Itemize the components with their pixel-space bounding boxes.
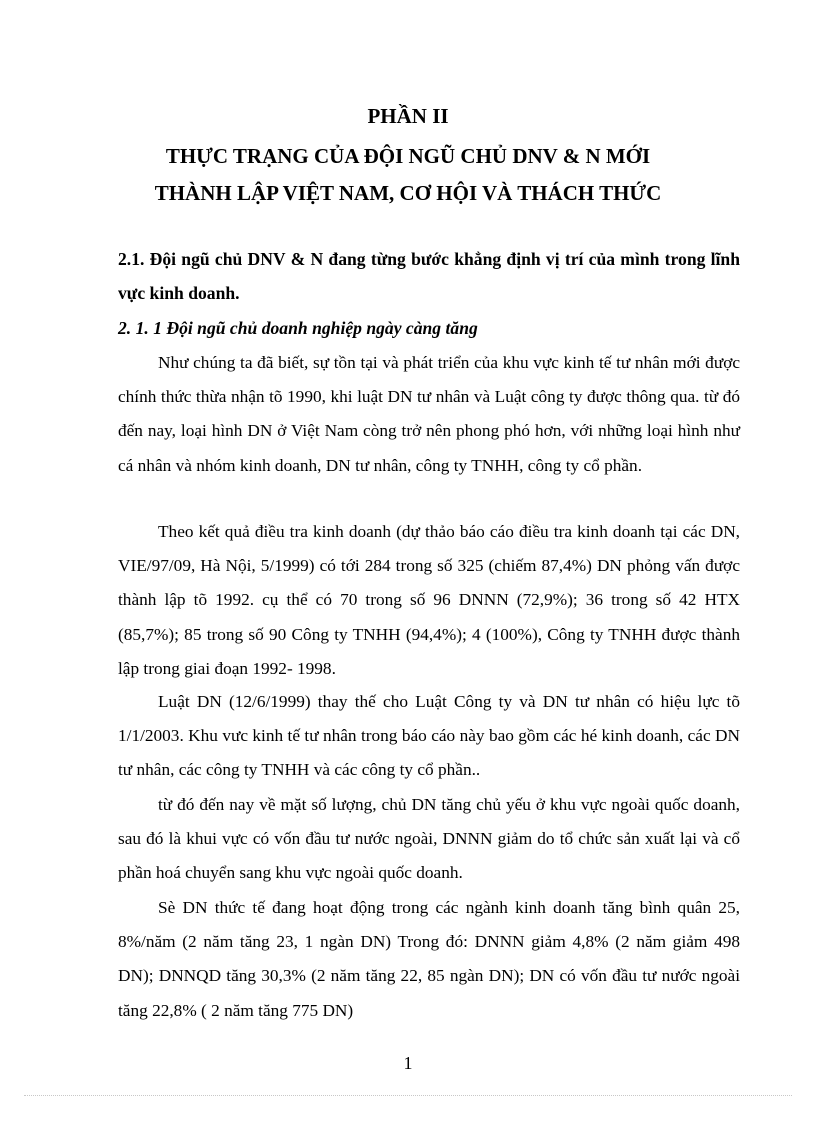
part-title: PHẦN II <box>367 104 449 128</box>
paragraph: Sè DN thức tế đang hoạt động trong các ngành kinh doanh tăng bình quân 25, 8%/năm (2 năm tăng 23, 1 ngàn DN) Trong đó: DNNN giảm 4,8% (2 năm giảm 498 DN); DNNQD tăng 30,3% (2 năm tăng 22, 85 ngàn DN); DN có vốn đầu tư nước ngoài tăng 22,8% ( 2 năm tăng 775 DN) <box>118 898 740 1020</box>
footer-divider <box>24 1095 792 1096</box>
title-line-1: THỰC TRẠNG CỦA ĐỘI NGŨ CHỦ DNV & N MỚI <box>165 144 651 168</box>
title-line-2: THÀNH LẬP VIỆT NAM, CƠ HỘI VÀ THÁCH THỨC <box>154 181 662 205</box>
section-heading: 2.1. Đội ngũ chủ DNV & N đang từng bước khẳng định vị trí của mình trong lĩnh vực kinh doanh. <box>118 249 740 304</box>
page-number: 1 <box>403 1053 413 1073</box>
paragraph: Luật DN (12/6/1999) thay thế cho Luật Công ty và DN tư nhân có hiệu lực tõ 1/1/2003. Khu vưc kinh tế tư nhân trong báo cáo này bao gồm các hé kinh doanh, các DN tư nhân, các công ty TNHH và các công ty cổ phần.. <box>118 692 740 780</box>
paragraph: Như chúng ta đã biết, sự tồn tại và phát triển của khu vực kinh tế tư nhân mới được chính thức thừa nhận tõ 1990, khi luật DN tư nhân và Luật công ty được thông qua. từ đó đến nay, loại hình DN ở Việt Nam còng trở nên phong phó hơn, với những loại hình như cá nhân và nhóm kinh doanh, DN tư nhân, công ty TNHH, công ty cổ phần. <box>118 353 740 475</box>
paragraph: Theo kết quả điều tra kinh doanh (dự thảo báo cáo điều tra kinh doanh tại các DN, VIE/97/09, Hà Nội, 5/1999) có tới 284 trong số 325 (chiếm 87,4%) DN phỏng vấn được thành lập tõ 1992. cụ thể có 70 trong số 96 DNNN (72,9%); 36 trong số 42 HTX (85,7%); 85 trong số 90 Công ty TNHH (94,4%); 4 (100%), Công ty TNHH được thành lập trong giai đoạn 1992- 1998. <box>118 522 740 678</box>
paragraph: từ đó đến nay về mặt số lượng, chủ DN tăng chủ yếu ở khu vực ngoài quốc doanh, sau đó là khui vực có vốn đầu tư nước ngoài, DNNN giảm do tổ chức sản xuất lại và cổ phần hoá chuyển sang khu vực ngoài quốc doanh. <box>118 795 740 883</box>
subsection-heading: 2. 1. 1 Đội ngũ chủ doanh nghiệp ngày càng tăng <box>118 318 478 338</box>
